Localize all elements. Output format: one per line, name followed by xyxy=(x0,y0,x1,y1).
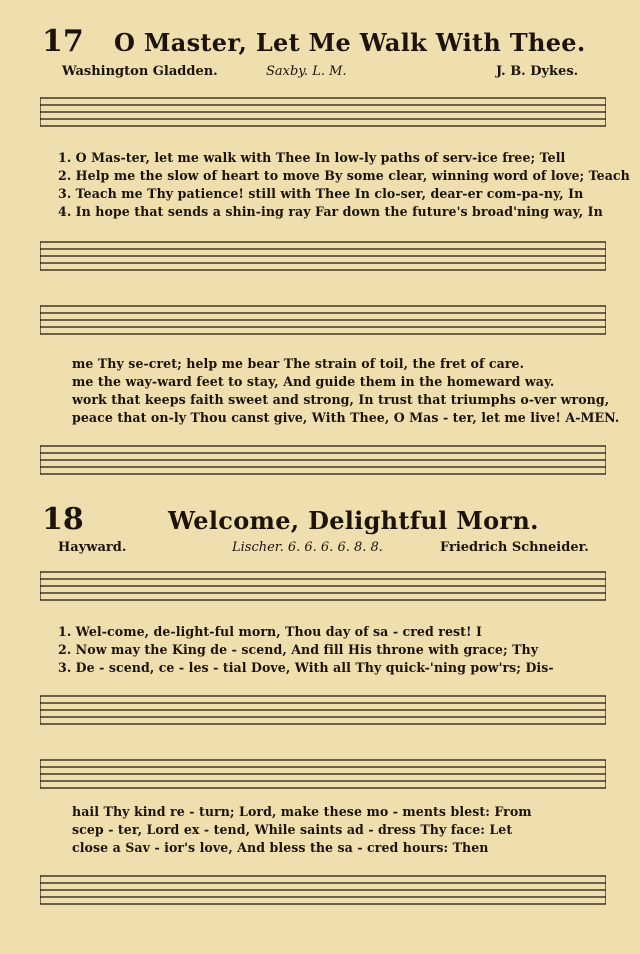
treble-staff-lines xyxy=(40,754,606,794)
verse-line: 4. In hope that sends a shin-ing ray Far down the future's broad'ning way, In xyxy=(58,204,603,219)
verse-line: 1. Wel-come, de-light-ful morn, Thou day of sa - cred rest! I xyxy=(58,624,482,639)
hymn-author: Hayward. xyxy=(58,540,127,555)
bass-staff xyxy=(40,236,606,276)
bass-staff xyxy=(40,870,606,910)
hymn-tune: Saxby. L. M. xyxy=(266,64,347,79)
bass-staff xyxy=(40,440,606,480)
treble-staff xyxy=(40,754,606,794)
hymn-title: Welcome, Delightful Morn. xyxy=(168,506,539,535)
verse-line: 2. Help me the slow of heart to move By some clear, winning word of love; Teach xyxy=(58,168,630,183)
hymn-tune: Lischer. 6. 6. 6. 6. 8. 8. xyxy=(232,540,383,555)
hymn-composer: Friedrich Schneider. xyxy=(440,540,589,555)
verse-line: me the way-ward feet to stay, And guide them in the homeward way. xyxy=(72,374,555,389)
bass-staff-lines xyxy=(40,236,606,276)
bass-staff-lines xyxy=(40,440,606,480)
treble-staff-lines xyxy=(40,566,606,606)
hymn-author: Washington Gladden. xyxy=(62,64,218,79)
verse-line: peace that on-ly Thou canst give, With Thee, O Mas - ter, let me live! A-MEN. xyxy=(72,410,620,425)
verse-line: 3. De - scend, ce - les - tial Dove, With all Thy quick-'ning pow'rs; Dis- xyxy=(58,660,554,675)
hymn-number: 18 xyxy=(42,502,84,537)
bass-staff xyxy=(40,690,606,730)
verse-line: 2. Now may the King de - scend, And fill His throne with grace; Thy xyxy=(58,642,539,657)
verse-line: 3. Teach me Thy patience! still with Thee In clo-ser, dear-er com-pa-ny, In xyxy=(58,186,584,201)
bass-staff-lines xyxy=(40,870,606,910)
verse-line: work that keeps faith sweet and strong, In trust that triumphs o-ver wrong, xyxy=(72,392,610,407)
verse-line: me Thy se-cret; help me bear The strain of toil, the fret of care. xyxy=(72,356,525,371)
bass-staff-lines xyxy=(40,690,606,730)
hymn-number: 17 xyxy=(42,24,84,59)
treble-staff xyxy=(40,300,606,340)
verse-line: scep - ter, Lord ex - tend, While saints ad - dress Thy face: Let xyxy=(72,822,513,837)
treble-staff xyxy=(40,92,606,132)
verse-line: 1. O Mas-ter, let me walk with Thee In low-ly paths of serv-ice free; Tell xyxy=(58,150,566,165)
treble-staff-lines xyxy=(40,92,606,132)
verse-line: close a Sav - ior's love, And bless the sa - cred hours: Then xyxy=(72,840,489,855)
hymn-composer: J. B. Dykes. xyxy=(496,64,579,79)
verse-line: hail Thy kind re - turn; Lord, make these mo - ments blest: From xyxy=(72,804,532,819)
treble-staff xyxy=(40,566,606,606)
treble-staff-lines xyxy=(40,300,606,340)
hymn-title: O Master, Let Me Walk With Thee. xyxy=(114,28,586,57)
